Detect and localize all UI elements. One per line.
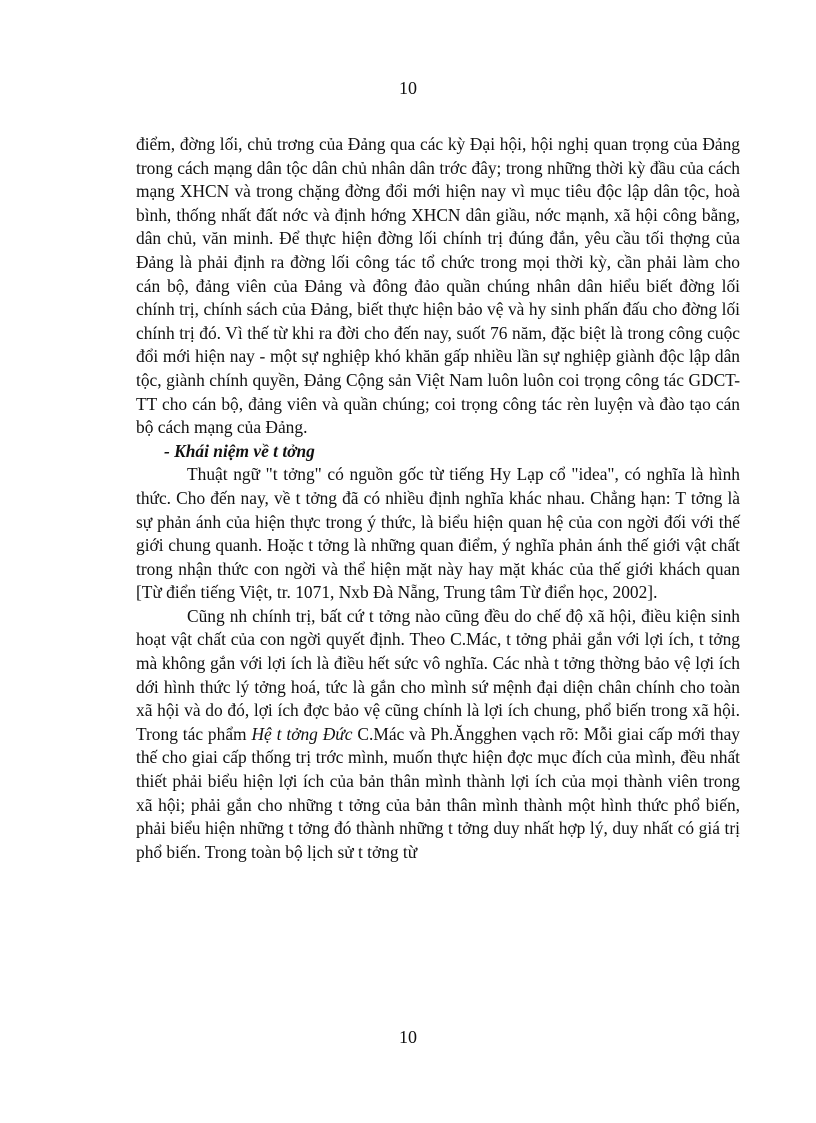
paragraph-ideology-interests xyxy=(136,605,740,865)
page-number-top: 10 xyxy=(399,78,417,98)
page-number-bottom: 10 xyxy=(399,1027,417,1047)
document-body xyxy=(136,133,740,864)
paragraph-party-line: điểm, đờng lối, chủ trơng của Đảng qua các kỳ Đại hội, hội nghị quan trọng của Đảng trong cách mạng dân tộc dân chủ nhân dân trớc đây; trong những thời kỳ đầu của cách mạng XHCN và trong chặng đờng đổi mới hiện nay vì mục tiêu độc lập dân tộc, hoà bình, thống nhất đất nớc và định hớng XHCN dân giầu, nớc mạnh, xã hội công bằng, dân chủ, văn minh. Để thực hiện đờng lối chính trị đúng đắn, yêu cầu tối thợng của Đảng là phải định ra đờng lối công tác tổ chức trong mọi thời kỳ, cần phải làm cho cán bộ, đảng viên của Đảng và đông đảo quần chúng nhân dân hiểu biết đờng lối chính trị, chính sách của Đảng, biết thực hiện bảo vệ và hy sinh phấn đấu cho đờng lối chính trị đó. Vì thế từ khi ra đời cho đến nay, suốt 76 năm, đặc biệt là trong công cuộc đổi mới hiện nay - một sự nghiệp khó khăn gấp nhiều lần sự nghiệp giành độc lập dân tộc, giành chính quyền, Đảng Cộng sản Việt Nam luôn luôn coi trọng công tác GDCT-TT cho cán bộ, đảng viên và quần chúng; coi trọng công tác rèn luyện và đào tạo cán bộ cách mạng của Đảng. xyxy=(136,134,740,438)
section-heading-ideology-concept: - Khái niệm về t tởng xyxy=(164,440,315,461)
book-title-german-ideology: Hệ t tởng Đức xyxy=(251,723,353,744)
paragraph-text-part-a: Cũng nh chính trị, bất cứ t tởng nào cũng đều do chế độ xã hội, điều kiện sinh hoạt vật chất của con ngời quyết định. Theo C.Mác, t tởng phải gắn với lợi ích, t tởng mà không gắn với lợi ích là điều hết sức vô nghĩa. Các nhà t tởng thờng bảo vệ lợi ích dới hình thức lý tởng hoá, tức là gắn cho mình sứ mệnh đại diện chân chính cho toàn xã hội và do đó, lợi ích đợc bảo vệ cũng chính là lợi ích chung, phổ biến trong xã hội. Trong tác phẩm xyxy=(136,605,740,744)
paragraph-text-part-b: C.Mác và Ph.Ăngghen vạch rõ: Mỗi giai cấp mới thay thế cho giai cấp thống trị trớc mình, muốn thực hiện đợc mục đích của mình, đều nhất thiết phải biểu hiện lợi ích của bản thân mình thành lợi ích của mọi thành viên trong xã hội; phải gắn cho những t tởng của bản thân mình thành một hình thức phổ biến, phải biểu hiện những t tởng đó thành những t tởng duy nhất hợp lý, duy nhất có giá trị phổ biến. Trong toàn bộ lịch sử t tởng từ xyxy=(136,723,740,862)
paragraph-ideology-definition: Thuật ngữ "t tởng" có nguồn gốc từ tiếng Hy Lạp cổ "idea", có nghĩa là hình thức. Cho đến nay, về t tởng đã có nhiều định nghĩa khác nhau. Chẳng hạn: T tởng là sự phản ánh của hiện thực trong ý thức, là biểu hiện quan hệ của con ngời đối với thế giới chung quanh. Hoặc t tởng là những quan điểm, ý nghĩa phản ánh thế giới vật chất trong nhận thức con ngời và thể hiện mặt này hay mặt khác của thế giới khách quan [Từ điển tiếng Việt, tr. 1071, Nxb Đà Nẵng, Trung tâm Từ điển học, 2002]. xyxy=(136,464,740,603)
